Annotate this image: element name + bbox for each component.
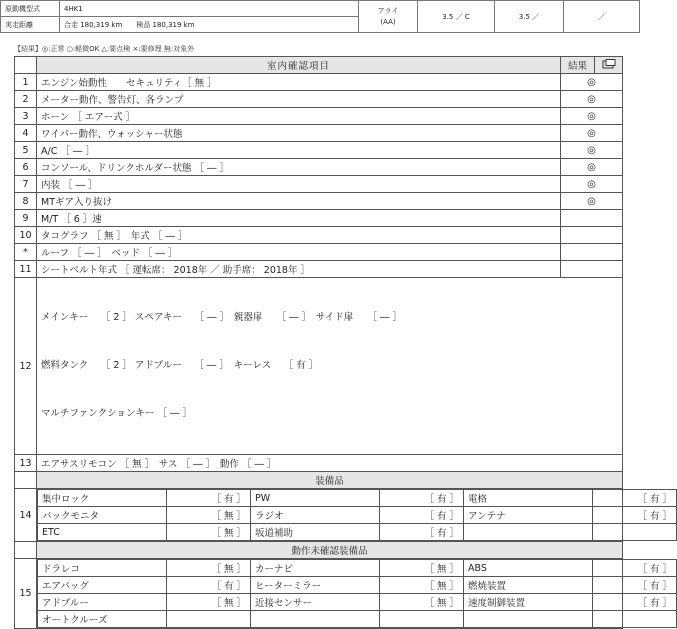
tire-label-sub: (AA) [380, 17, 396, 26]
check-result: ◎ [561, 125, 623, 142]
equipment-name: PW [251, 490, 380, 507]
check-row [15, 159, 623, 176]
check-result: ◎ [561, 159, 623, 176]
equipment-status: ［ 無 ］ [167, 524, 251, 541]
clipboard-icon [595, 57, 623, 74]
equipment-name: バックモニタ [38, 507, 167, 524]
equipment-status: ［ 有 ］ [593, 560, 677, 577]
equipment-row [38, 611, 677, 628]
equipment-status: ［ 無 ］ [167, 560, 251, 577]
equipment-row [38, 507, 677, 524]
check-result: ◎ [561, 74, 623, 91]
check-row [15, 244, 623, 261]
equipment-status: ［ 有 ］ [593, 490, 677, 507]
inspection-sheet [14, 56, 672, 629]
check-result [561, 210, 623, 227]
equipment-status: ［ 有 ］ [380, 507, 464, 524]
equipment-name [464, 611, 593, 628]
equipment-name [464, 524, 593, 541]
equipment-name: 電格 [464, 490, 593, 507]
check-row [15, 176, 623, 193]
check-result [561, 261, 623, 278]
check-row [15, 74, 623, 91]
result-header: 結果 [561, 57, 595, 74]
check-row [15, 193, 623, 210]
equipment-status: ［ 無 ］ [167, 507, 251, 524]
check-item-text: ホーン ［ エアー式 ］ [37, 108, 561, 125]
check-item-text: ワイパー動作、ウォッシャー状態 [37, 125, 561, 142]
row-no: 2 [15, 91, 37, 108]
row-no: * [15, 244, 37, 261]
key-info-line: マルチファンクションキー ［ ― ］ [41, 408, 192, 419]
row-no: 9 [15, 210, 37, 227]
equipment-status: ［ 有 ］ [593, 577, 677, 594]
check-result: ◎ [561, 193, 623, 210]
row-no: 4 [15, 125, 37, 142]
equipment-name: ABS [464, 560, 593, 577]
equipment-name: 坂道補助 [251, 524, 380, 541]
equipment-status [593, 611, 677, 628]
equipment-name: アンテナ [464, 507, 593, 524]
equipment-name: ヒーターミラー [251, 577, 380, 594]
equipment-status: ［ 有 ］ [380, 524, 464, 541]
tire-label [359, 1, 418, 33]
unconfirmed-grid [37, 559, 677, 628]
row-no: 10 [15, 227, 37, 244]
equipment-row [38, 490, 677, 507]
equipment-name: 集中ロック [38, 490, 167, 507]
check-result [561, 227, 623, 244]
check-row [15, 261, 623, 278]
equipment-name: ETC [38, 524, 167, 541]
check-row [15, 108, 623, 125]
check-item-text: タコグラフ ［ 無 ］ 年式 ［ ― ］ [37, 227, 561, 244]
check-result: ◎ [561, 108, 623, 125]
equipment-name: ドラレコ [38, 560, 167, 577]
row-no: 8 [15, 193, 37, 210]
equipment-status: ［ 無 ］ [167, 594, 251, 611]
row-no: 1 [15, 74, 37, 91]
row-no: 13 [15, 455, 37, 472]
equipment-name: アドブルー [38, 594, 167, 611]
check-item-text: 内装 ［ ― ］ [37, 176, 561, 193]
equipment-status [380, 611, 464, 628]
equipment-name: ラジオ [251, 507, 380, 524]
key-info-line: メインキー ［ 2 ］ スペアキー ［ ― ］ 親器扉 ［ ― ］ サイド扉 ［ ― ］ [41, 312, 403, 323]
row-no: 3 [15, 108, 37, 125]
engine-model-label: 原動機型式 [1, 1, 60, 17]
unconfirmed-title: 動作未確認装備品 [37, 542, 623, 559]
equipment-status: ［ 無 ］ [380, 577, 464, 594]
equipment-name: オートクルーズ [38, 611, 167, 628]
tire-value-2: 3.5 ／ [495, 1, 564, 33]
equipment-row [38, 577, 677, 594]
check-row [15, 227, 623, 244]
engine-model-value: 4HK1 [60, 1, 359, 17]
check-item-text: コンソール、ドリンクホルダー状態 ［ ― ］ [37, 159, 561, 176]
equipment-status: ［ 有 ］ [593, 507, 677, 524]
check-row [15, 91, 623, 108]
check-row [15, 125, 623, 142]
mileage-value: 合走 180,319 km 検品 180,319 km [60, 17, 359, 33]
result-legend: 【結果】◎:正常 ○:軽微OK △:要点検 ×:要修理 無:対象外 [14, 45, 195, 53]
equipment-row [38, 524, 677, 541]
row-no: 12 [15, 278, 37, 455]
row-no: 11 [15, 261, 37, 278]
equipment-status: ［ 有 ］ [167, 577, 251, 594]
check-item-text: シートベルト年式 ［ 運転席： 2018年 ／ 助手席： 2018年 ］ [37, 261, 561, 278]
check-row [15, 142, 623, 159]
check-item-text: メーター動作、警告灯、各ランプ [37, 91, 561, 108]
check-item-text: エンジン始動性 セキュリティ［ 無 ］ [37, 74, 561, 91]
row-no: 5 [15, 142, 37, 159]
check-item-text: ルーフ ［ ― ］ ベッド ［ ― ］ [37, 244, 561, 261]
equipment-status: ［ 無 ］ [380, 560, 464, 577]
equipment-status [167, 611, 251, 628]
equipment-name [251, 611, 380, 628]
check-item-text: M/T ［ 6 ］速 [37, 210, 561, 227]
equipment-row [38, 560, 677, 577]
row-no: 14 [15, 489, 37, 542]
key-info-line: 燃料タンク ［ 2 ］ アドブルー ［ ― ］ キーレス ［ 有 ］ [41, 360, 319, 371]
section-title: 室内確認項目 [37, 57, 561, 74]
equipment-name: 近接センサー [251, 594, 380, 611]
mileage-label: 実走距離 [1, 17, 60, 33]
equipment-title: 装備品 [37, 472, 623, 489]
tire-label-main: アライ [377, 6, 399, 15]
tire-value-1: 3.5 ／ C [418, 1, 495, 33]
tire-value-3: ／ [564, 1, 640, 33]
check-item-text: MTギア入り抜け [37, 193, 561, 210]
row-no: 7 [15, 176, 37, 193]
check-result: ◎ [561, 91, 623, 108]
equipment-name: 燃焼装置 [464, 577, 593, 594]
equipment-status: ［ 有 ］ [593, 594, 677, 611]
check-row [15, 210, 623, 227]
equipment-status: ［ 有 ］ [167, 490, 251, 507]
equipment-status: ［ 無 ］ [380, 594, 464, 611]
check-result: ◎ [561, 176, 623, 193]
equipment-name: エアバッグ [38, 577, 167, 594]
equipment-status [593, 524, 677, 541]
check-item-text: A/C ［ ― ］ [37, 142, 561, 159]
row-no: 15 [15, 559, 37, 629]
air-suspension-text: エアサスリモコン ［ 無 ］ サス ［ ― ］ 動作 ［ ― ］ [37, 455, 623, 472]
check-result: ◎ [561, 142, 623, 159]
key-info-cell [37, 278, 623, 455]
vehicle-info-header [0, 0, 640, 34]
equipment-name: 速度制御装置 [464, 594, 593, 611]
equipment-grid [37, 489, 677, 541]
equipment-name: カーナビ [251, 560, 380, 577]
equipment-status: ［ 有 ］ [380, 490, 464, 507]
row-no: 6 [15, 159, 37, 176]
equipment-row [38, 594, 677, 611]
check-result [561, 244, 623, 261]
